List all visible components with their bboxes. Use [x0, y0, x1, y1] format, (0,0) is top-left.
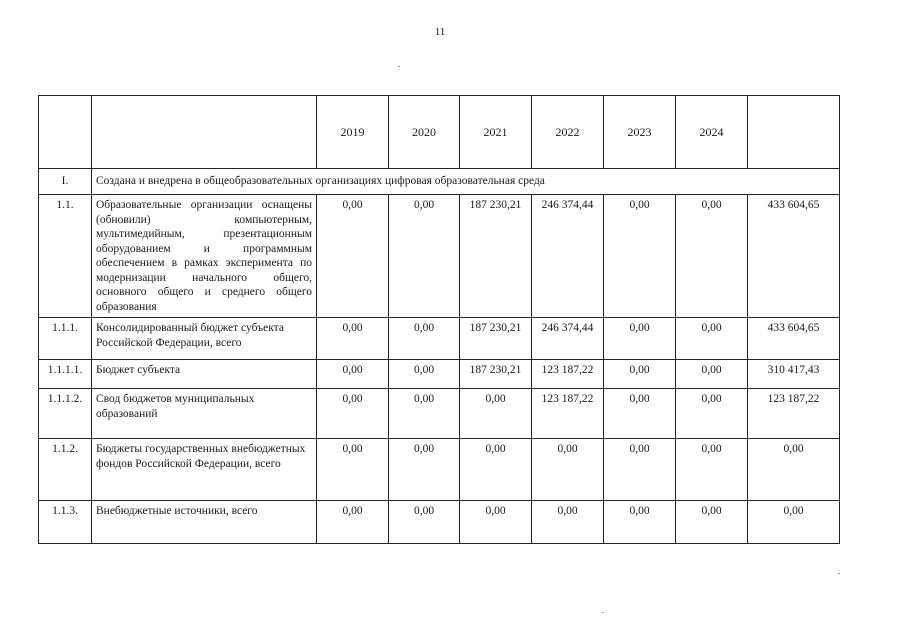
section-title: Создана и внедрена в общеобразовательных организациях цифровая образовательная среда [92, 169, 840, 195]
header-year-2020: 2020 [389, 96, 460, 169]
row-name: Свод бюджетов муниципальных образований [92, 389, 317, 439]
scan-speck [398, 66, 400, 67]
row-value-2021: 187 230,21 [460, 360, 532, 389]
row-value-2022: 246 374,44 [532, 318, 604, 360]
header-year-2021: 2021 [460, 96, 532, 169]
row-value-2019: 0,00 [317, 501, 389, 544]
row-value-2023: 0,00 [604, 501, 676, 544]
row-value-total: 433 604,65 [748, 195, 840, 318]
row-value-2020: 0,00 [389, 360, 460, 389]
row-value-2019: 0,00 [317, 318, 389, 360]
row-value-total: 0,00 [748, 501, 840, 544]
row-code: 1.1.1.2. [39, 389, 92, 439]
budget-table [38, 95, 840, 544]
header-total-cell [748, 96, 840, 169]
section-row [39, 169, 840, 195]
row-value-2023: 0,00 [604, 439, 676, 501]
row-value-total: 0,00 [748, 439, 840, 501]
row-code: 1.1.1.1. [39, 360, 92, 389]
row-name: Бюджеты государственных внебюджетных фондов Российской Федерации, всего [92, 439, 317, 501]
row-name: Консолидированный бюджет субъекта Российской Федерации, всего [92, 318, 317, 360]
table-row [39, 501, 840, 544]
page-number: 11 [434, 26, 446, 38]
header-year-2022: 2022 [532, 96, 604, 169]
row-value-2021: 187 230,21 [460, 195, 532, 318]
table-row [39, 195, 840, 318]
row-value-total: 433 604,65 [748, 318, 840, 360]
row-value-2023: 0,00 [604, 318, 676, 360]
row-name: Бюджет субъекта [92, 360, 317, 389]
row-value-2022: 0,00 [532, 439, 604, 501]
row-value-2024: 0,00 [676, 389, 748, 439]
row-code: 1.1.1. [39, 318, 92, 360]
row-value-2024: 0,00 [676, 439, 748, 501]
row-value-2021: 187 230,21 [460, 318, 532, 360]
table-row [39, 439, 840, 501]
row-name: Образовательные организации оснащены (обновили) компьютерным, мультимедийным, презентационным оборудованием и программным обеспечением в рамках эксперимента по модернизации начального общего, основного общего и среднего общего образования [92, 195, 317, 318]
row-value-2022: 123 187,22 [532, 389, 604, 439]
row-value-2024: 0,00 [676, 360, 748, 389]
row-code: 1.1. [39, 195, 92, 318]
table-header-row [39, 96, 840, 169]
scan-speck [602, 612, 604, 613]
header-name-cell [92, 96, 317, 169]
row-value-2020: 0,00 [389, 318, 460, 360]
row-value-2022: 123 187,22 [532, 360, 604, 389]
row-value-2023: 0,00 [604, 389, 676, 439]
header-year-2023: 2023 [604, 96, 676, 169]
header-year-2019: 2019 [317, 96, 389, 169]
row-value-2020: 0,00 [389, 501, 460, 544]
row-value-2024: 0,00 [676, 195, 748, 318]
row-value-2019: 0,00 [317, 439, 389, 501]
row-value-2023: 0,00 [604, 360, 676, 389]
row-value-2023: 0,00 [604, 195, 676, 318]
row-value-2022: 0,00 [532, 501, 604, 544]
table-row [39, 360, 840, 389]
row-value-2022: 246 374,44 [532, 195, 604, 318]
row-value-total: 123 187,22 [748, 389, 840, 439]
row-code: 1.1.3. [39, 501, 92, 544]
row-value-total: 310 417,43 [748, 360, 840, 389]
row-value-2021: 0,00 [460, 389, 532, 439]
row-value-2019: 0,00 [317, 389, 389, 439]
row-name: Внебюджетные источники, всего [92, 501, 317, 544]
row-value-2021: 0,00 [460, 439, 532, 501]
header-year-2024: 2024 [676, 96, 748, 169]
header-code-cell [39, 96, 92, 169]
row-value-2020: 0,00 [389, 389, 460, 439]
row-value-2020: 0,00 [389, 439, 460, 501]
row-value-2024: 0,00 [676, 318, 748, 360]
row-value-2024: 0,00 [676, 501, 748, 544]
row-value-2019: 0,00 [317, 360, 389, 389]
scan-speck [838, 573, 840, 574]
section-code: I. [39, 169, 92, 195]
row-value-2019: 0,00 [317, 195, 389, 318]
row-value-2020: 0,00 [389, 195, 460, 318]
table-row [39, 389, 840, 439]
table-row [39, 318, 840, 360]
row-value-2021: 0,00 [460, 501, 532, 544]
row-code: 1.1.2. [39, 439, 92, 501]
